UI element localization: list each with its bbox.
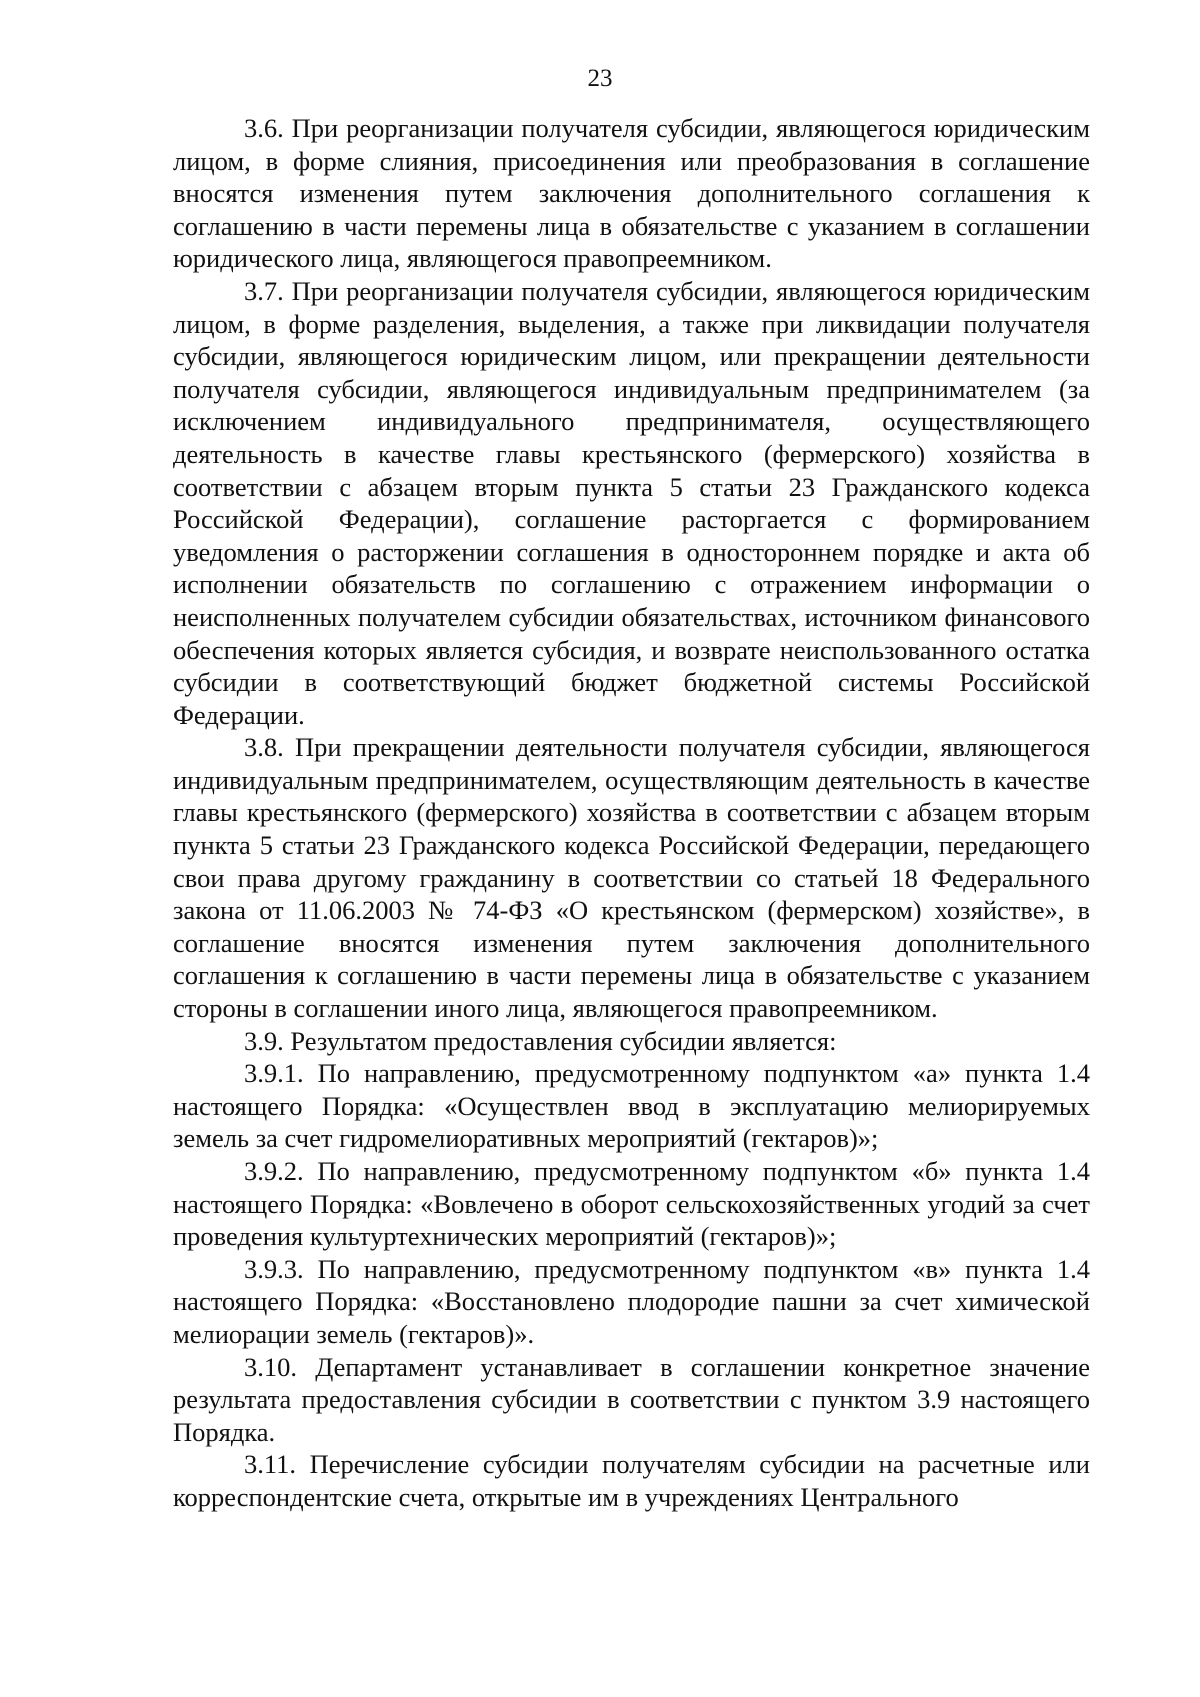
paragraph-3-6: 3.6. При реорганизации получателя субсидии, являющегося юридическим лицом, в форме слияния, присоединения или преобразования в соглашение вносятся изменения путем заключения дополнительного соглашения к соглашению в части перемены лица в обязательстве с указанием в соглашении юридического лица, являющегося правопреемником. [173,113,1090,274]
paragraph-3-10: 3.10. Департамент устанавливает в соглашении конкретное значение результата предоставления субсидии в соответствии с пунктом 3.9 настоящего Порядка. [173,1351,1090,1447]
document-body [173,112,1090,1514]
page-number: 23 [587,65,613,92]
paragraph-3-7: 3.7. При реорганизации получателя субсидии, являющегося юридическим лицом, в форме разделения, выделения, а также при ликвидации получателя субсидии, являющегося юридическим лицом, или прекращении деятельности получателя субсидии, являющегося индивидуальным предпринимателем (за исключением индивидуального предпринимателя, осуществляющего деятельность в качестве главы крестьянского (фермерского) хозяйства в соответствии с абзацем вторым пункта 5 статьи 23 Гражданского кодекса Российской Федерации), соглашение расторгается с формированием уведомления о расторжении соглашения в одностороннем порядке и акта об исполнении обязательств по соглашению с отражением информации о неисполненных получателем субсидии обязательствах, источником финансового обеспечения которых является субсидия, и возврате неиспользованного остатка субсидии в соответствующий бюджет бюджетной системы Российской Федерации. [173,275,1090,730]
paragraph-3-9-1: 3.9.1. По направлению, предусмотренному подпунктом «а» пункта 1.4 настоящего Порядка: «Осуществлен ввод в эксплуатацию мелиорируемых земель за счет гидромелиоративных мероприятий (гектаров)»; [173,1058,1090,1154]
paragraph-3-9-3: 3.9.3. По направлению, предусмотренному подпунктом «в» пункта 1.4 настоящего Порядка: «Восстановлено плодородие пашни за счет химической мелиорации земель (гектаров)». [173,1253,1090,1349]
paragraph-3-9: 3.9. Результатом предоставления субсидии является: [244,1025,837,1056]
paragraph-3-11: 3.11. Перечисление субсидии получателям субсидии на расчетные или корреспондентские счета, открытые им в учреждениях Центрального [173,1449,1090,1512]
paragraph-3-9-2: 3.9.2. По направлению, предусмотренному подпунктом «б» пункта 1.4 настоящего Порядка: «Вовлечено в оборот сельскохозяйственных угодий за счет проведения культуртехнических мероприятий (гектаров)»; [173,1156,1090,1252]
paragraph-3-8: 3.8. При прекращении деятельности получателя субсидии, являющегося индивидуальным предпринимателем, осуществляющим деятельность в качестве главы крестьянского (фермерского) хозяйства в соответствии с абзацем вторым пункта 5 статьи 23 Гражданского кодекса Российской Федерации, передающего свои права другому гражданину в соответствии со статьей 18 Федерального закона от 11.06.2003 № 74-ФЗ «О крестьянском (фермерском) хозяйстве», в соглашение вносятся изменения путем заключения дополнительного соглашения к соглашению в части перемены лица в обязательстве с указанием стороны в соглашении иного лица, являющегося правопреемником. [173,732,1090,1024]
